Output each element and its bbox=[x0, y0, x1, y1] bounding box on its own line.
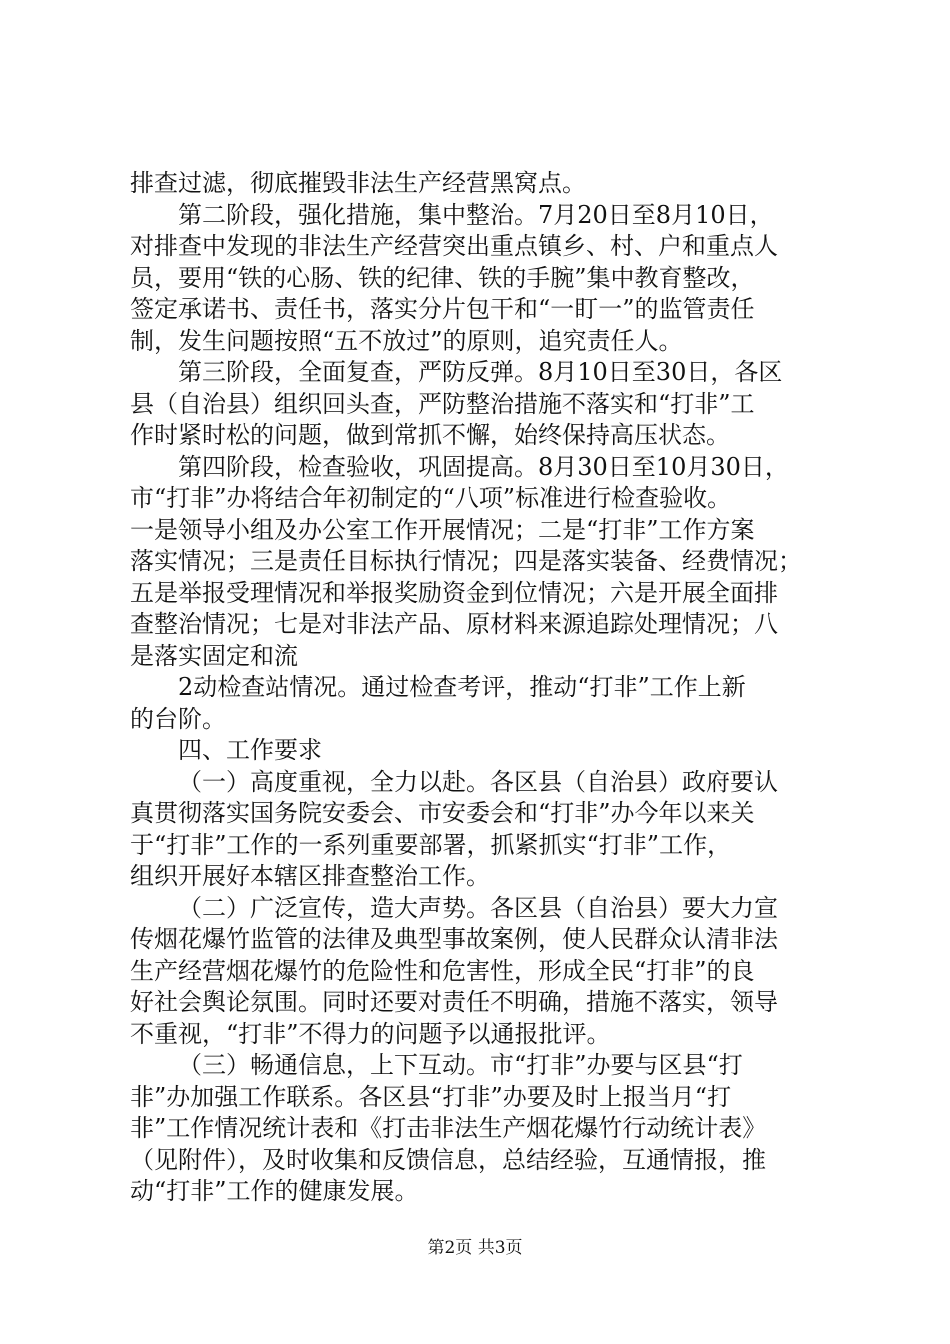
text-line: 第二阶段，强化措施，集中整治。7月20日至8月10日， bbox=[178, 200, 774, 229]
text-line: 2动检查站情况。通过检查考评，推动“打非”工作上新 bbox=[178, 673, 746, 701]
text-line: 的台阶。 bbox=[130, 704, 226, 733]
text-line: 落实情况；三是责任目标执行情况；四是落实装备、经费情况； bbox=[130, 547, 802, 575]
text-line: （二）广泛宣传，造大声势。各区县（自治县）要大力宣 bbox=[178, 893, 778, 922]
text-line: 动“打非”工作的健康发展。 bbox=[130, 1177, 419, 1205]
text-line: 员，要用“铁的心肠、铁的纪律、铁的手腕”集中教育整改， bbox=[130, 263, 755, 292]
text-line: 排查过滤，彻底摧毁非法生产经营黑窝点。 bbox=[130, 169, 586, 197]
text-line: 不重视，“打非”不得力的问题予以通报批评。 bbox=[130, 1019, 611, 1048]
page-footer: 第2页 共3页 bbox=[427, 1238, 523, 1258]
text-line: 签定承诺书、责任书，落实分片包干和“一盯一”的监管责任 bbox=[130, 295, 755, 323]
text-line: 传烟花爆竹监管的法律及典型事故案例，使人民群众认清非法 bbox=[130, 925, 778, 953]
text-line: 五是举报受理情况和举报奖励资金到位情况；六是开展全面排 bbox=[130, 578, 778, 607]
text-line: 真贯彻落实国务院安委会、市安委会和“打非”办今年以来关 bbox=[130, 799, 755, 827]
text-line: 查整治情况；七是对非法产品、原材料来源追踪处理情况；八 bbox=[130, 610, 778, 638]
text-line: 市“打非”办将结合年初制定的“八项”标准进行检查验收。 bbox=[130, 484, 732, 512]
text-line: （三）畅通信息，上下互动。市“打非”办要与区县“打 bbox=[178, 1051, 743, 1079]
section-heading: 四、工作要求 bbox=[178, 736, 322, 764]
text-line: （一）高度重视，全力以赴。各区县（自治县）政府要认 bbox=[178, 767, 778, 796]
text-line: 制，发生问题按照“五不放过”的原则，追究责任人。 bbox=[130, 326, 683, 355]
text-line: 县（自治县）组织回头查，严防整治措施不落实和“打非”工 bbox=[130, 389, 755, 418]
text-line: 好社会舆论氛围。同时还要对责任不明确，措施不落实，领导 bbox=[130, 988, 778, 1016]
text-line: 组织开展好本辖区排查整治工作。 bbox=[130, 862, 490, 890]
text-line: 生产经营烟花爆竹的危险性和危害性，形成全民“打非”的良 bbox=[130, 956, 755, 985]
text-line: 一是领导小组及办公室工作开展情况；二是“打非”工作方案 bbox=[130, 515, 755, 544]
text-line: 第三阶段，全面复查，严防反弹。8月10日至30日，各区 bbox=[178, 358, 783, 386]
body-text bbox=[130, 168, 830, 1208]
text-line: 对排查中发现的非法生产经营突出重点镇乡、村、户和重点人 bbox=[130, 232, 778, 260]
text-line: 非”工作情况统计表和《打击非法生产烟花爆竹行动统计表》 bbox=[130, 1114, 767, 1142]
text-line: （见附件），及时收集和反馈信息，总结经验，互通情报，推 bbox=[130, 1145, 766, 1174]
text-line: 于“打非”工作的一系列重要部署，抓紧抓实“打非”工作， bbox=[130, 830, 732, 859]
text-line: 是落实固定和流 bbox=[130, 641, 298, 670]
text-line: 作时紧时松的问题，做到常抓不懈，始终保持高压状态。 bbox=[130, 421, 730, 449]
text-line: 非”办加强工作联系。各区县“打非”办要及时上报当月“打 bbox=[130, 1082, 732, 1111]
text-line: 第四阶段，检查验收，巩固提高。8月30日至10月30日， bbox=[178, 452, 789, 481]
